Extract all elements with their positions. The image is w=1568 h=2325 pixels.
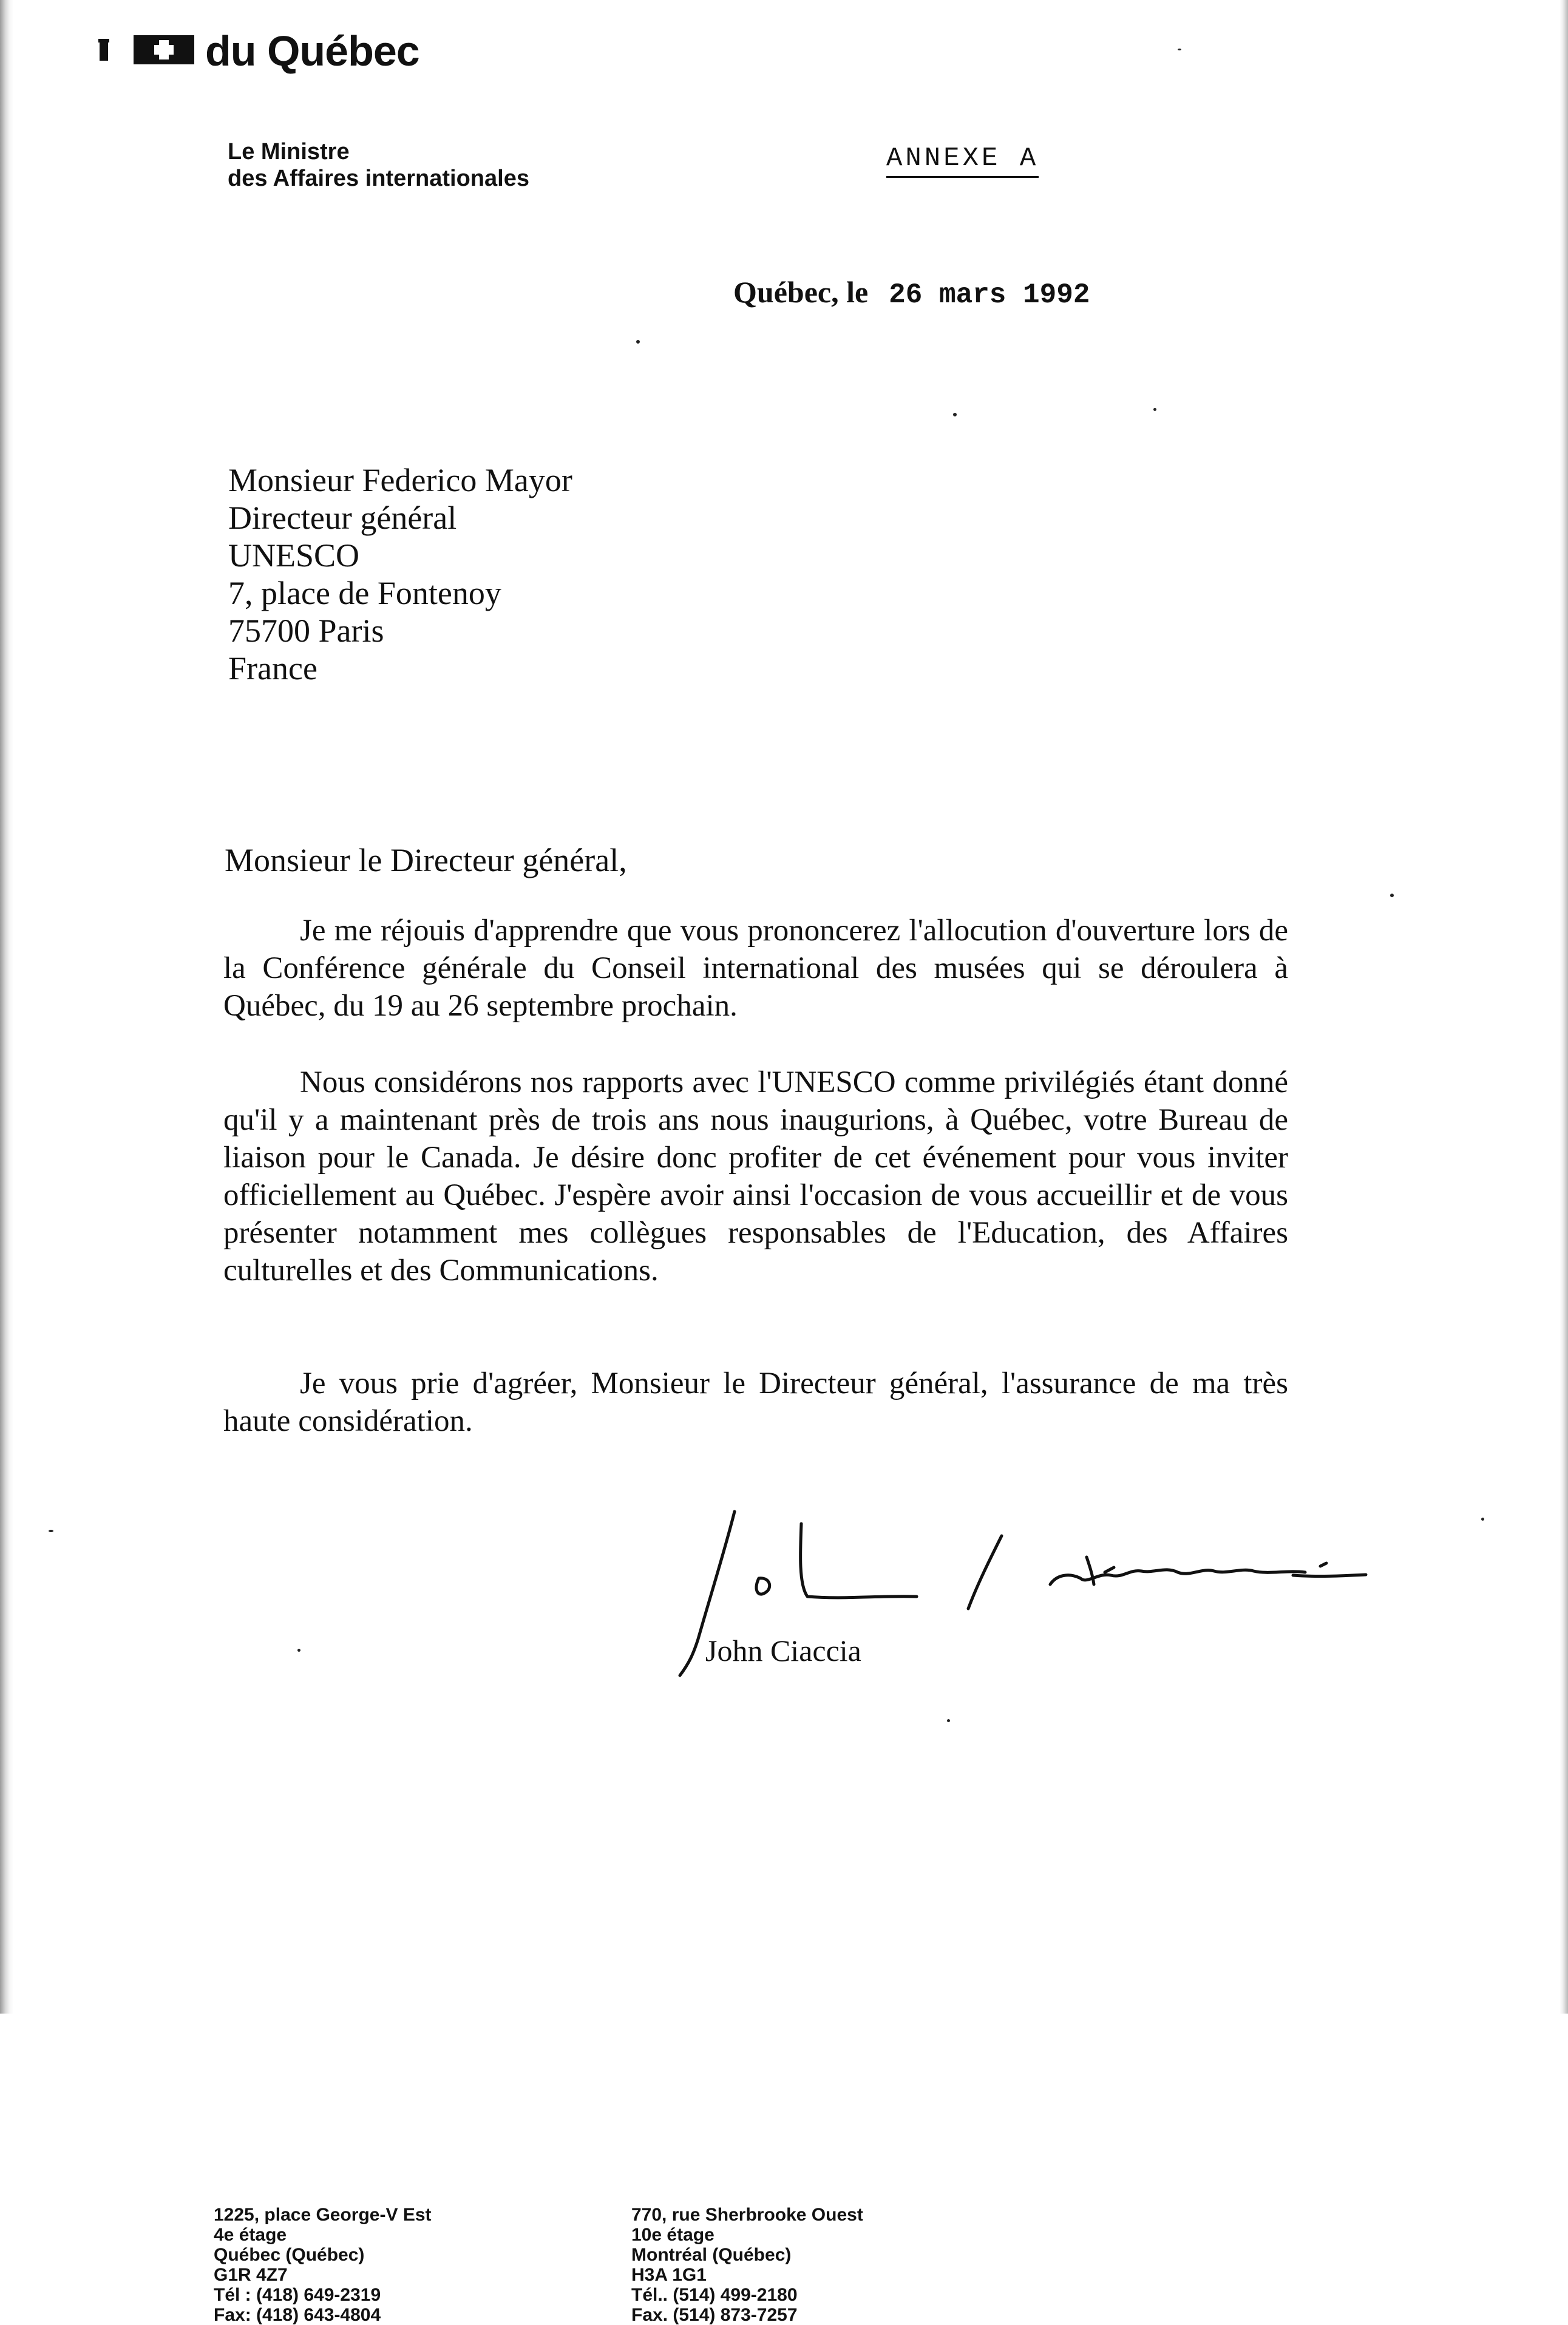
annexe-label: ANNEXE A — [886, 143, 1039, 178]
montreal-phone: Tél.. (514) 499-2180 — [631, 2285, 798, 2305]
scan-speck — [297, 1649, 300, 1652]
montreal-address-line-3: Montréal (Québec) — [631, 2245, 792, 2265]
quebec-address-line-2: 4e étage — [214, 2225, 287, 2245]
paragraph-2: Nous considérons nos rapports avec l'UNESCO comme privilégiés étant donné qu'il y a maintenant près de trois ans nous inaugurions, à Québec, votre Bureau de liaison pour le Canada. Je désire donc profiter de cet événement pour vous inviter officiellement au Québec. J'espère avoir ainsi l'occasion de vous accueillir et de vous présenter notamment mes collègues responsables de l'Education, des Affaires culturelles et des Communications. — [223, 1065, 1288, 1288]
recipient-organization: UNESCO — [228, 537, 360, 574]
footer-address-montreal — [631, 2205, 863, 2325]
ministry-line-1: Le Ministre — [228, 139, 350, 165]
quebec-phone: Tél : (418) 649-2319 — [214, 2285, 381, 2305]
footer-address-quebec — [214, 2205, 432, 2325]
scan-speck — [953, 413, 957, 416]
letterhead-logo — [97, 27, 419, 75]
dateline-date: 26 mars 1992 — [889, 279, 1090, 311]
montreal-fax: Fax. (514) 873-7257 — [631, 2305, 798, 2325]
montreal-address-line-4: H3A 1G1 — [631, 2265, 707, 2285]
signatory-name: John Ciaccia — [705, 1634, 861, 1668]
dateline-place: Québec, le — [733, 275, 869, 309]
recipient-address — [228, 461, 572, 687]
salutation: Monsieur le Directeur général, — [225, 842, 627, 878]
scan-speck — [1178, 49, 1181, 50]
scan-edge-left — [0, 0, 13, 2014]
quebec-address-line-1: 1225, place George-V Est — [214, 2205, 432, 2225]
paragraph-1: Je me réjouis d'apprendre que vous prononcerez l'allocution d'ouverture lors de la Conférence générale du Conseil international des musées qui se déroulera à Québec, du 19 au 26 septembre prochain. — [223, 914, 1288, 1023]
ministry-line-2: des Affaires internationales — [228, 166, 529, 191]
sender-ministry — [228, 138, 529, 192]
quebec-address-line-3: Québec (Québec) — [214, 2245, 365, 2265]
recipient-name: Monsieur Federico Mayor — [228, 462, 572, 498]
recipient-street: 7, place de Fontenoy — [228, 575, 501, 611]
montreal-address-line-2: 10e étage — [631, 2225, 714, 2245]
scan-speck — [1481, 1518, 1484, 1521]
scan-edge-right — [1560, 0, 1568, 2014]
quebec-address-line-4: G1R 4Z7 — [214, 2265, 288, 2285]
quebec-fax: Fax: (418) 643-4804 — [214, 2305, 381, 2325]
recipient-country: France — [228, 650, 317, 687]
recipient-city: 75700 Paris — [228, 613, 384, 649]
brand-name: du Québec — [205, 27, 419, 75]
scan-speck — [49, 1530, 53, 1532]
scan-speck — [636, 340, 640, 344]
montreal-address-line-1: 770, rue Sherbrooke Ouest — [631, 2205, 863, 2225]
scan-speck — [1153, 408, 1156, 411]
recipient-title: Directeur général — [228, 500, 457, 536]
dateline — [733, 274, 1090, 311]
scan-speck — [1390, 894, 1394, 897]
paragraph-3: Je vous prie d'agréer, Monsieur le Directeur général, l'assurance de ma très haute considération. — [223, 1366, 1288, 1438]
scan-speck — [947, 1719, 950, 1722]
quebec-flag-icon — [97, 32, 194, 70]
